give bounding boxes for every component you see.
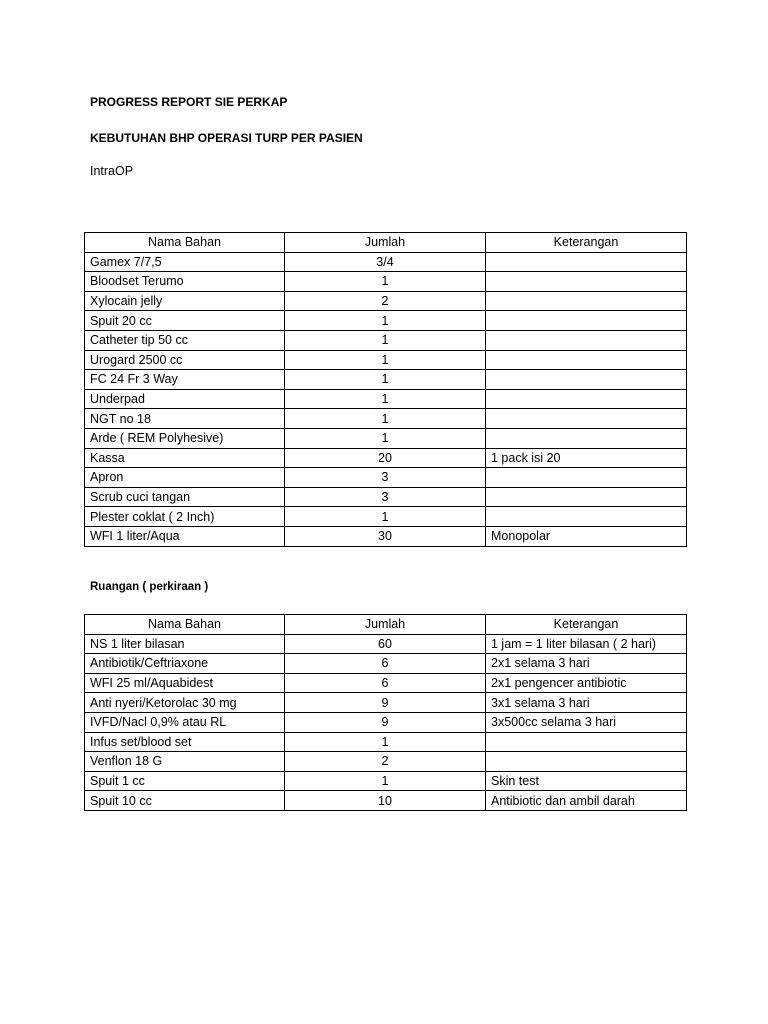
item-name-cell: Xylocain jelly	[85, 291, 285, 311]
section-label-ruangan: Ruangan ( perkiraan )	[90, 581, 209, 593]
table-row	[85, 409, 687, 429]
item-name-cell: WFI 25 ml/Aquabidest	[85, 673, 285, 693]
note-cell	[486, 370, 687, 390]
quantity-cell: 1	[285, 389, 486, 409]
item-name-cell: NS 1 liter bilasan	[85, 634, 285, 654]
table-row	[85, 732, 687, 752]
section-label-intraop: IntraOP	[90, 164, 134, 178]
item-name-cell: Venflon 18 G	[85, 752, 285, 772]
item-name-cell: Bloodset Terumo	[85, 272, 285, 292]
quantity-cell: 6	[285, 673, 486, 693]
item-name-cell: Urogard 2500 cc	[85, 350, 285, 370]
quantity-cell: 6	[285, 654, 486, 674]
item-name-cell: Underpad	[85, 389, 285, 409]
column-header-keterangan: Keterangan	[486, 615, 687, 635]
intraop-table-body	[85, 252, 687, 546]
note-cell	[486, 732, 687, 752]
note-cell	[486, 409, 687, 429]
note-cell: 1 jam = 1 liter bilasan ( 2 hari)	[486, 634, 687, 654]
item-name-cell: Catheter tip 50 cc	[85, 330, 285, 350]
note-cell	[486, 350, 687, 370]
table-row	[85, 507, 687, 527]
table-row	[85, 252, 687, 272]
table-row	[85, 330, 687, 350]
ruangan-table-body	[85, 634, 687, 810]
document-subtitle: KEBUTUHAN BHP OPERASI TURP PER PASIEN	[90, 131, 363, 145]
quantity-cell: 1	[285, 330, 486, 350]
item-name-cell: Gamex 7/7,5	[85, 252, 285, 272]
note-cell: 2x1 selama 3 hari	[486, 654, 687, 674]
item-name-cell: Infus set/blood set	[85, 732, 285, 752]
item-name-cell: Spuit 20 cc	[85, 311, 285, 331]
quantity-cell: 60	[285, 634, 486, 654]
note-cell	[486, 428, 687, 448]
table-row	[85, 389, 687, 409]
table-row	[85, 291, 687, 311]
quantity-cell: 1	[285, 507, 486, 527]
item-name-cell: WFI 1 liter/Aqua	[85, 526, 285, 546]
item-name-cell: Apron	[85, 468, 285, 488]
quantity-cell: 20	[285, 448, 486, 468]
item-name-cell: Spuit 10 cc	[85, 791, 285, 811]
column-header-jumlah: Jumlah	[285, 615, 486, 635]
item-name-cell: Anti nyeri/Ketorolac 30 mg	[85, 693, 285, 713]
table-row	[85, 487, 687, 507]
item-name-cell: Plester coklat ( 2 Inch)	[85, 507, 285, 527]
note-cell: 2x1 pengencer antibiotic	[486, 673, 687, 693]
item-name-cell: Kassa	[85, 448, 285, 468]
table-row	[85, 771, 687, 791]
table-row	[85, 526, 687, 546]
note-cell: Monopolar	[486, 526, 687, 546]
column-header-keterangan: Keterangan	[486, 233, 687, 253]
table-header-row	[85, 233, 687, 253]
quantity-cell: 1	[285, 311, 486, 331]
note-cell	[486, 487, 687, 507]
note-cell: 3x500cc selama 3 hari	[486, 712, 687, 732]
document-title: PROGRESS REPORT SIE PERKAP	[90, 95, 288, 109]
table-row	[85, 791, 687, 811]
quantity-cell: 9	[285, 693, 486, 713]
note-cell: Antibiotic dan ambil darah	[486, 791, 687, 811]
ruangan-table	[84, 614, 687, 811]
table-row	[85, 448, 687, 468]
quantity-cell: 1	[285, 428, 486, 448]
column-header-nama-bahan: Nama Bahan	[85, 233, 285, 253]
note-cell	[486, 272, 687, 292]
note-cell	[486, 330, 687, 350]
quantity-cell: 10	[285, 791, 486, 811]
note-cell	[486, 752, 687, 772]
note-cell	[486, 311, 687, 331]
column-header-jumlah: Jumlah	[285, 233, 486, 253]
quantity-cell: 30	[285, 526, 486, 546]
quantity-cell: 3	[285, 487, 486, 507]
table-row	[85, 712, 687, 732]
note-cell: 1 pack isi 20	[486, 448, 687, 468]
item-name-cell: Antibiotik/Ceftriaxone	[85, 654, 285, 674]
table-row	[85, 311, 687, 331]
item-name-cell: Spuit 1 cc	[85, 771, 285, 791]
table-row	[85, 468, 687, 488]
table-row	[85, 272, 687, 292]
quantity-cell: 2	[285, 291, 486, 311]
note-cell	[486, 252, 687, 272]
table-header-row	[85, 615, 687, 635]
quantity-cell: 3	[285, 468, 486, 488]
quantity-cell: 1	[285, 350, 486, 370]
item-name-cell: NGT no 18	[85, 409, 285, 429]
table-row	[85, 654, 687, 674]
note-cell: Skin test	[486, 771, 687, 791]
quantity-cell: 1	[285, 272, 486, 292]
quantity-cell: 1	[285, 370, 486, 390]
table-row	[85, 752, 687, 772]
quantity-cell: 3/4	[285, 252, 486, 272]
table-row	[85, 673, 687, 693]
intraop-table	[84, 232, 687, 547]
column-header-nama-bahan: Nama Bahan	[85, 615, 285, 635]
note-cell: 3x1 selama 3 hari	[486, 693, 687, 713]
note-cell	[486, 389, 687, 409]
quantity-cell: 9	[285, 712, 486, 732]
item-name-cell: Arde ( REM Polyhesive)	[85, 428, 285, 448]
note-cell	[486, 291, 687, 311]
quantity-cell: 1	[285, 771, 486, 791]
table-row	[85, 428, 687, 448]
note-cell	[486, 468, 687, 488]
table-row	[85, 370, 687, 390]
table-row	[85, 693, 687, 713]
note-cell	[486, 507, 687, 527]
table-row	[85, 350, 687, 370]
item-name-cell: IVFD/Nacl 0,9% atau RL	[85, 712, 285, 732]
item-name-cell: Scrub cuci tangan	[85, 487, 285, 507]
quantity-cell: 1	[285, 409, 486, 429]
table-row	[85, 634, 687, 654]
quantity-cell: 2	[285, 752, 486, 772]
quantity-cell: 1	[285, 732, 486, 752]
item-name-cell: FC 24 Fr 3 Way	[85, 370, 285, 390]
